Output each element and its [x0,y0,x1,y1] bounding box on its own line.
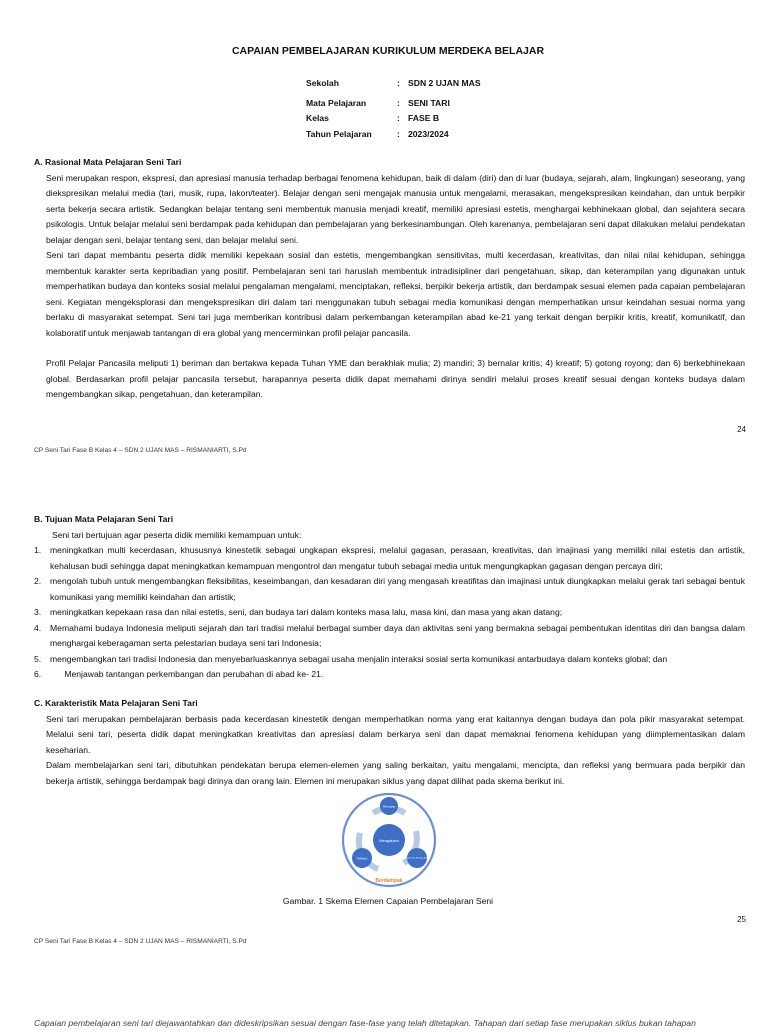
list-text: mengolah tubuh untuk mengembangkan fleksibilitas, keseimbangan, dan kesadaran diri yang mengasah kreatifitas dan imajinasi untuk diungkapkan melalui gerak tari sebagai bentuk komunikasi yang memiliki keindahan dan artistik; [50,576,745,602]
top-node-label: Mencipta [382,804,396,809]
list-intro: Seni tari bertujuan agar peserta didik memiliki kemampuan untuk: [52,529,302,540]
list-text: meningkatkan multi kecerdasan, khususnya kinestetik sebagai ungkapan ekspresi, melalui gagasan, perasaan, kreativitas, dan imajinasi yang memiliki nilai estetis dan artistik, kehalusan budi sehingga dapat meningkatkan kemampuan mengontrol dan mengatur tubuh sebagai media untuk mengungkapkan gagasan dengan percaya diri; [50,545,745,571]
section-heading: C. Karakteristik Mata Pelajaran Seni Tari [34,698,198,708]
list-item [34,621,745,652]
info-colon: : [397,128,400,139]
list-text: mengembangkan tari tradisi Indonesia dan menyebarluaskannya sebagai usaha menjalin interaksi sosial serta komunikasi antarbudaya dalam konteks global; dan [50,653,668,664]
section-rasional [34,155,745,403]
list-number: 3. [34,607,42,617]
list-item [34,605,745,621]
page-footer: CP Seni Tari Fase B Kelas 4 – SDN 2 UJAN MAS – RISMANIARTI, S.Pd [34,938,247,945]
list-item [34,652,745,668]
page-title: CAPAIAN PEMBELAJARAN KURIKULUM MERDEKA BELAJAR [231,45,545,57]
cycle-diagram [340,791,438,889]
bottom-label: Berdampak [375,878,403,884]
info-label: Mata Pelajaran [306,97,367,108]
info-row-school [306,76,481,92]
info-value: FASE B [408,113,440,123]
info-value: SDN 2 UJAN MAS [408,78,481,88]
info-label: Tahun Pelajaran [306,128,372,139]
paragraph: Seni merupakan respon, ekspresi, dan apresiasi manusia terhadap berbagai fenomena kehidupan, baik di dalam (diri) dan di luar (budaya, sejarah, alam, lingkungan) seseorang, yang diekspresikan melalui media (tari, musik, rupa, lakon/teater). Belajar dengan seni mengajak manusia untuk mengalami, merasakan, mengekspresikan keindahan, dan untuk berpikir serta bekerja secara artistik. Sedangkan belajar tentang seni membentuk manusia menjadi kreatif, memiliki apresiasi estetis, menghargai kebhinekaan global, dan sejahtera secara psikologis. Untuk belajar melalui seni berdampak pada kehidupan dan pembelajaran yang berkesinambungan. Oleh karenanya, pembelajaran seni dapat dilakukan melalui pendekatan belajar dengan seni, belajar tentang seni, dan belajar melalui seni. [46,172,745,245]
page-footer: CP Seni Tari Fase B Kelas 4 – SDN 2 UJAN MAS – RISMANIARTI, S.Pd [34,447,247,454]
info-row-year [306,127,481,143]
info-row-class [306,111,481,127]
goals-list [34,543,745,683]
list-text: Memahami budaya Indonesia meliputi sejarah dan tari tradisi melalui berbagai sumber daya dan aktivitas seni yang bermakna sebagai pembentukan identitas diri dan bangsa dalam menghargai keberagaman serta pelestarian budaya seni tari Indonesia; [50,622,745,648]
list-number: 4. [34,622,42,633]
info-value: 2023/2024 [408,128,449,139]
paragraph: Seni tari merupakan pembelajaran berbasis pada kecerdasan kinestetik dengan memperhatikan norma yang erat kaitannya dengan budaya dan pola pikir masyarakat setempat. Melalui seni tari, peserta didik dapat meningkatkan kreativitas dan apresiasi dalam berkarya seni dan dapat memaknai fenomena kehidupan yang diimplementasikan dalam keseharian. [46,713,745,755]
list-text: meningkatkan kepekaan rasa dan nilai estetis, seni, dan budaya tari dalam konteks masa lalu, masa kini, dan masa yang akan datang; [50,607,563,617]
paragraph: Seni tari dapat membantu peserta didik memiliki kepekaan sosial dan estetis, mengembangkan sensitivitas, multi kecerdasan, kreativitas, dan nilai nilai kehidupan, sehingga membentuk karakter serta kepribadian yang positif. Pembelajaran seni tari haruslah membentuk intradisipliner dari pengetahuan, sikap, dan keterampilan yang digunakan untuk memperhatikan budaya dan konteks sosial melalui pengalaman mengalami, menciptakan, refleksi, berpikir bekerja artistik, dan berdampak sesuai elemen pada capaian pembelajaran seni. Kegiatan mengeksplorasi dan mengekspresikan diri dalam tari menggunakan tubuh sebagai media komunikasi dengan memperhatikan unsur keindahan sesuai norma yang berlaku di masyarakat setempat. Seni tari juga memberikan kontribusi dalam perkembangan keterampilan abad ke-21 yang terkait dengan berpikir kritis, kreatif, komunikatif, dan kolaboratif untuk menjawab tantangan di era global yang mencerminkan profil pelajar pancasila. [46,250,745,338]
info-colon: : [397,78,400,88]
info-label: Sekolah [306,78,339,88]
next-page-text: Capaian pembelajaran seni tari diejawantahkan dan dideskripsikan sesuai dengan fase-fase yang telah ditetapkan. Tahapan dari setiap fase merupakan siklus bukan tahapan [34,1018,696,1028]
info-colon: : [397,113,400,123]
section-tujuan [34,512,745,683]
list-number: 6. [34,669,42,679]
paragraph: Profil Pelajar Pancasila meliputi 1) beriman dan bertakwa kepada Tuhan YME dan berakhlak mulia; 2) mandiri; 3) bernalar kritis; 4) kreatif; 5) gotong royong; dan 6) berkebhinekaan global. Berdasarkan profil pelajar pancasila tersebut, harapannya peserta didik dapat memahami dirinya sendiri melalui proses kreatif sesuai dengan konteks budaya dalam mengembangkan sikap, pengetahuan, dan keterampilan. [46,358,745,399]
section-karakteristik [34,696,745,789]
right-node-label: Berpikir dan Bekerja Artistik [403,857,431,860]
page-number: 24 [737,425,746,434]
left-node-label: Refleksi [356,856,368,861]
section-heading: A. Rasional Mata Pelajaran Seni Tari [34,157,182,167]
figure-caption: Gambar. 1 Skema Elemen Capaian Pembelajaran Seni [282,896,494,906]
page-number: 25 [737,915,746,924]
info-colon: : [397,97,400,108]
info-row-subject [306,96,481,112]
info-value: SENI TARI [408,97,450,108]
info-label: Kelas [306,113,329,123]
list-number: 1. [34,545,42,555]
list-text: Menjawab tantangan perkembangan dan perubahan di abad ke- 21. [50,669,324,679]
list-item [34,574,745,605]
list-item [34,667,745,683]
center-node-label: Mengalami [379,838,399,843]
list-number: 2. [34,576,42,586]
paragraph: Dalam membelajarkan seni tari, dibutuhkan pendekatan berupa elemen-elemen yang saling berkaitan, yaitu mengalami, mencipta, dan refleksi yang bermuara pada berpikir dan bekerja artistik, sehingga berdampak bagi dirinya dan orang lain. Elemen ini merupakan siklus yang dapat dilihat pada skema berikut ini. [46,760,745,786]
section-heading: B. Tujuan Mata Pelajaran Seni Tari [34,514,174,524]
list-number: 5. [34,653,42,664]
list-item [34,543,745,574]
school-info [306,76,481,142]
